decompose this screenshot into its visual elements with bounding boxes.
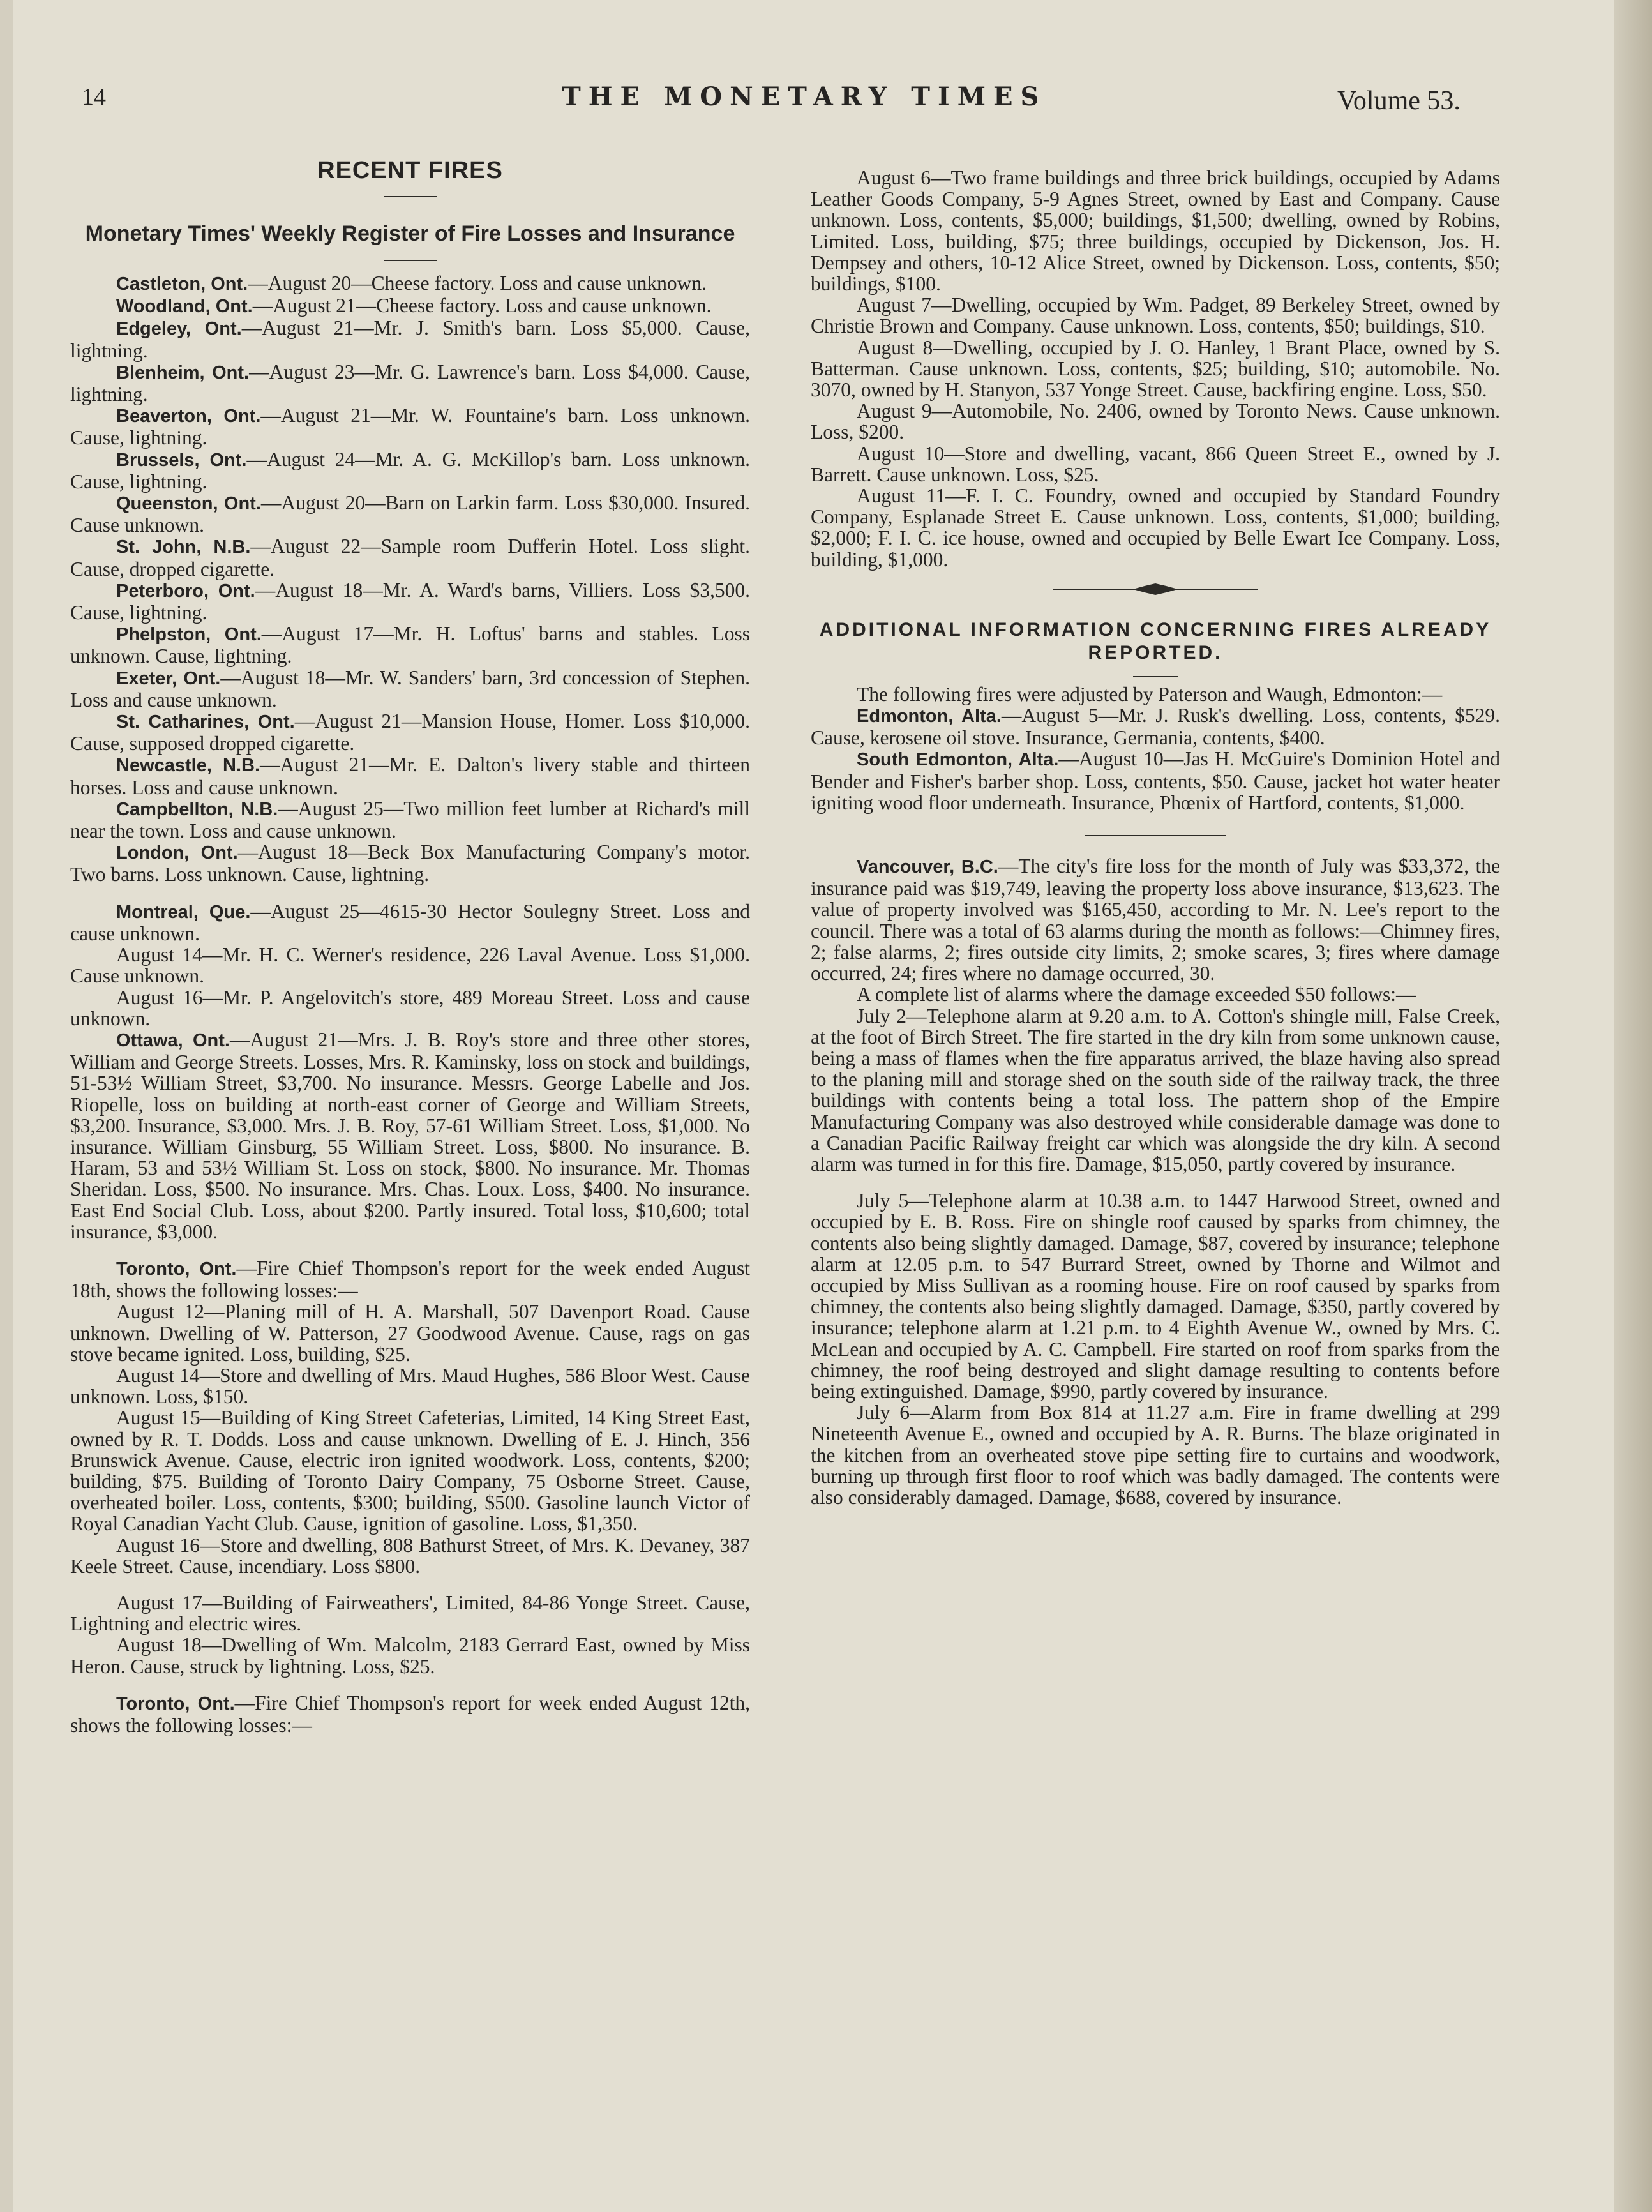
entry-location: Newcastle, N.B. (116, 755, 260, 776)
entry-location: St. Catharines, Ont. (116, 712, 295, 733)
entry-location: Edmonton, Alta. (857, 706, 1002, 727)
fire-entry (811, 1402, 1500, 1508)
entry-text: —August 21—Mr. E. Dalton's livery stable and thirteen horses. Loss and cause unknown. (70, 753, 750, 799)
fire-entry (70, 1258, 750, 1301)
entry-text: —The city's fire loss for the month of July was $33,372, the insurance paid was $19,749, leaving the property loss above insurance, $13,623. The value of property involved was $165,450, according to Mr. N. Lee's report to the council. There was a total of 63 alarms during the month as follows:—Chimney fires, 2; false alarms, 2; fires outside city limits, 2; smoke scares, 3; fires where damage occurred, 24; fires where no damage occurred, 30. (811, 855, 1501, 985)
additional-info-heading: ADDITIONAL INFORMATION CONCERNING FIRES ALREADY REPORTED. (819, 619, 1492, 663)
ornament-icon (1133, 583, 1178, 595)
right-column (811, 167, 1500, 1508)
fire-entry (70, 449, 750, 492)
fire-entry: August 9—Automobile, No. 2406, owned by Toronto News. Cause unknown. Loss, $200. (811, 400, 1500, 444)
entry-text: —August 23—Mr. G. Lawrence's barn. Loss $4,000. Cause, lightning. (70, 360, 750, 406)
entry-location: Montreal, Que. (116, 901, 251, 922)
fire-entry (70, 711, 750, 754)
entry-location: St. John, N.B. (116, 537, 251, 558)
fire-entry: August 6—Two frame buildings and three brick buildings, occupied by Adams Leather Goods Company, 5-9 Agnes Street, owned by East and Company. Cause unknown. Loss, contents, $5,000; buildings, $1,500; dwelling, owned by Robins, Limited. Loss, building, $75; three buildings, occupied by Dickenson, Jos. H. Dempsey and others, 10-12 Alice Street, owned by Dickenson. Loss, contents, $50; buildings, $100. (811, 167, 1500, 296)
fire-entry (70, 317, 750, 361)
entry-location: Castleton, Ont. (116, 274, 248, 294)
entry-text: —Fire Chief Thompson's report for week ended August 12th, shows the following losses:— (70, 1691, 750, 1736)
entry-text: —August 25—Two million feet lumber at Richard's mill near the town. Loss and cause unknown. (70, 797, 750, 843)
entry-location: Beaverton, Ont. (116, 406, 261, 427)
left-column (70, 146, 750, 1736)
entry-text: —August 22—Sample room Dufferin Hotel. Loss slight. Cause, dropped cigarette. (70, 535, 750, 580)
fire-entry (70, 754, 750, 797)
entry-location: Blenheim, Ont. (116, 362, 250, 383)
fire-entry (811, 984, 1500, 1005)
entry-text: —August 18—Mr. A. Ward's barns, Villiers. Loss $3,500. Cause, lightning. (70, 578, 750, 624)
entry-text: August 16—Mr. P. Angelovitch's store, 489 Moreau Street. Loss and cause unknown. (70, 986, 750, 1030)
fire-entry (70, 273, 750, 295)
entry-text: —August 21—Cheese factory. Loss and cause unknown. (252, 294, 712, 317)
entry-text: August 14—Mr. H. C. Werner's residence, 226 Laval Avenue. Loss $1,000. Cause unknown. (70, 944, 750, 988)
fire-entry (70, 1407, 750, 1534)
entry-text: August 12—Planing mill of H. A. Marshall, 507 Davenport Road. Cause unknown. Dwelling of W. Patterson, 27 Goodwood Avenue. Cause, rags on gas stove became ignited. Loss, building, $25. (70, 1300, 750, 1366)
entry-text: —August 18—Mr. W. Sanders' barn, 3rd concession of Stephen. Loss and cause unknown. (70, 666, 751, 711)
page-edge-left (0, 0, 13, 2212)
fire-entry: August 8—Dwelling, occupied by J. O. Hanley, 1 Brant Place, owned by S. Batterman. Cause unknown. Loss, contents, $25; building, $10; automobile. No. 3070, owned by H. Stanyon, 537 Yonge Street. Cause, backfiring engine. Loss, $50. (811, 336, 1500, 402)
entry-text: July 5—Telephone alarm at 10.38 a.m. to 1447 Harwood Street, owned and occupied by E. B. Ross. Fire on shingle roof caused by sparks from chimney, the contents also being slightly damaged. Damage, $87, covered by insurance; telephone alarm at 12.05 p.m. to 547 Burrard Street, owned by Thorne and Wilmot and occupied by Miss Sullivan as a rooming house. Fire on roof caused by sparks from chimney, the contents also being slightly damaged. Damage, $350, partly covered by insurance; telephone alarm at 1.21 p.m. to 4 Eighth Avenue W., owned by Mrs. C. McLean and occupied by A. C. Campbell. Fire started on roof from sparks from the chimney, the roof being destroyed and slight damage resulting to contents before being extinguished. Damage, $990, partly covered by insurance. (811, 1189, 1500, 1403)
entry-text: —August 21—Mr. W. Fountaine's barn. Loss unknown. Cause, lightning. (70, 404, 750, 449)
entry-location: Edgeley, Ont. (116, 319, 242, 340)
fire-entry (70, 405, 750, 448)
page-header (0, 77, 1652, 115)
entry-text: August 14—Store and dwelling of Mrs. Maud Hughes, 586 Bloor West. Cause unknown. Loss, $150. (70, 1364, 750, 1408)
fire-entry (70, 295, 750, 317)
entry-text: August 15—Building of King Street Cafeterias, Limited, 14 King Street East, owned by R. T. Dodds. Loss and cause unknown. Dwelling of E. J. Hinch, 356 Brunswick Avenue. Cause, electric iron ignited woodwork. Loss, contents, $200; building, $75. Building of Toronto Dairy Company, 75 Osborne Street. Cause, overheated boiler. Loss, contents, $300; building, $500. Gasoline launch Victor of Royal Canadian Yacht Club. Cause, ignition of gasoline. Loss, $1,350. (70, 1406, 750, 1535)
entry-location: Campbellton, N.B. (116, 799, 278, 820)
heading-rule (1133, 676, 1178, 677)
adjusted-entries (811, 705, 1500, 813)
fire-entry (70, 623, 750, 666)
entry-location: London, Ont. (116, 843, 238, 864)
fire-entry (811, 748, 1500, 813)
fire-entry (70, 1634, 750, 1676)
fire-entry (70, 667, 750, 711)
fire-entries-list (70, 273, 750, 1736)
entry-text: —August 17—Mr. H. Loftus' barns and stables. Loss unknown. Cause, lightning. (70, 622, 750, 668)
entry-text: —August 20—Cheese factory. Loss and cause unknown. (248, 272, 707, 294)
fire-entry (70, 536, 750, 579)
entry-text: August 18—Dwelling of Wm. Malcolm, 2183 Gerrard East, owned by Miss Heron. Cause, struck by lightning. Loss, $25. (70, 1634, 750, 1678)
adjusted-intro: The following fires were adjusted by Paterson and Waugh, Edmonton:— (857, 682, 1443, 705)
entry-text: —August 25—4615-30 Hector Soulegny Street. Loss and cause unknown. (70, 899, 750, 945)
fire-entry (70, 1692, 750, 1736)
fire-entry (70, 1592, 750, 1634)
fire-entry (811, 855, 1500, 984)
fire-entry: August 11—F. I. C. Foundry, owned and occupied by Standard Foundry Company, Esplanade Street E. Cause unknown. Loss, contents, $1,000; building, $2,000; F. I. C. ice house, owned and occupied by Belle Ewart Ice Company. Loss, building, $1,000. (811, 485, 1500, 571)
entry-text: —August 24—Mr. A. G. McKillop's barn. Loss unknown. Cause, lightning. (70, 448, 750, 493)
continued-entries (811, 167, 1500, 570)
entry-location: Queenston, Ont. (116, 493, 261, 515)
entry-text: August 17—Building of Fairweathers', Limited, 84-86 Yonge Street. Cause, Lightning and electric wires. (70, 1591, 750, 1636)
fire-entry (811, 705, 1500, 748)
entry-location: Toronto, Ont. (116, 1258, 237, 1279)
vancouver-entries (811, 855, 1500, 1508)
volume-label: Volume 53. (1337, 86, 1461, 116)
fire-entry (70, 987, 750, 1029)
entry-location: Peterboro, Ont. (116, 580, 255, 601)
entry-location: South Edmonton, Alta. (857, 749, 1059, 771)
fire-entry (811, 1005, 1500, 1175)
fire-entry (70, 1365, 750, 1407)
entry-text: —August 21—Mrs. J. B. Roy's store and three other stores, William and George Streets. Losses, Mrs. R. Kaminsky, loss on stock and buildings, 51-53½ William Street, $3,700. No insurance. Messrs. George Labelle and Jos. Riopelle, loss on building at north-east corner of George and William Streets, $3,200. Insurance, $3,000. Mrs. J. B. Roy, 57-61 William Street. Loss, $1,000. No insurance. William Ginsburg, 55 William Street. Loss, $800. No insurance. B. Haram, 53 and 53½ William St. Loss on stock, $800. No insurance. Mr. Thomas Sheridan. Loss, $500. No insurance. Mrs. Chas. Loux. Loss, $400. No insurance. East End Social Club. Loss, about $200. Partly insured. Total loss, $10,600; total insurance, $3,000. (70, 1028, 750, 1243)
fire-entry (70, 361, 750, 405)
entry-text: —August 21—Mr. J. Smith's barn. Loss $5,000. Cause, lightning. (70, 317, 750, 362)
fire-entry: August 7—Dwelling, occupied by Wm. Padget, 89 Berkeley Street, owned by Christie Brown and Company. Cause unknown. Loss, contents, $50; buildings, $10. (811, 294, 1500, 338)
entry-location: Exeter, Ont. (116, 668, 221, 689)
entry-text: —August 5—Mr. J. Rusk's dwelling. Loss, contents, $529. Cause, kerosene oil stove. Insurance, Germania, contents, $400. (811, 704, 1500, 749)
vancouver-rule (1085, 835, 1226, 836)
fire-entry (70, 492, 750, 536)
entry-location: Ottawa, Ont. (116, 1030, 230, 1051)
fire-entry: August 10—Store and dwelling, vacant, 866 Queen Street E., owned by J. Barrett. Cause unknown. Loss, $25. (811, 442, 1500, 486)
fire-entry (70, 901, 750, 944)
section-subtitle: Monetary Times' Weekly Register of Fire Losses and Insurance (85, 222, 735, 246)
entry-text: July 2—Telephone alarm at 9.20 a.m. to A. Cotton's shingle mill, False Creek, at the foot of Birch Street. The fire started in the dry kiln from some unknown cause, being a mass of flames when the fire apparatus arrived, the blaze having also spread to the planing mill and storage shed on the south side of the railway track, the three buildings with contents being a total loss. The pattern shop of the Empire Manufacturing Company was also destroyed while considerable damage was done to a Canadian Pacific Railway freight car which was alongside the dry kiln. A second alarm was turned in for this fire. Damage, $15,050, partly covered by insurance. (811, 1004, 1500, 1175)
fire-entry (70, 1535, 750, 1577)
page-number: 14 (82, 84, 106, 110)
fire-entry (70, 944, 750, 986)
entry-text: A complete list of alarms where the damage exceeded $50 follows:— (857, 983, 1416, 1006)
entry-text: July 6—Alarm from Box 814 at 11.27 a.m. Fire in frame dwelling at 299 Nineteenth Avenue E., owned and occupied by A. R. Burns. The blaze originated in the kitchen from an overheated stove pipe setting fire to curtains and woodwork, burning up through first floor to roof which was badly damaged. The contents were also considerably damaged. Damage, $688, covered by insurance. (811, 1401, 1500, 1509)
entry-text: —August 20—Barn on Larkin farm. Loss $30,000. Insured. Cause unknown. (70, 492, 750, 537)
fire-entry (70, 841, 750, 885)
entry-location: Brussels, Ont. (116, 449, 247, 470)
title-rule (384, 196, 437, 197)
fire-entry (811, 1190, 1500, 1402)
entry-text: August 16—Store and dwelling, 808 Bathurst Street, of Mrs. K. Devaney, 387 Keele Street. Cause, incendiary. Loss $800. (70, 1533, 750, 1577)
page-edge-right (1614, 0, 1652, 2212)
fire-entry (70, 580, 750, 623)
entry-text: —Fire Chief Thompson's report for the week ended August 18th, shows the following losses:— (70, 1256, 750, 1302)
entry-location: Vancouver, B.C. (857, 857, 998, 878)
fire-entry (70, 1029, 750, 1242)
section-title: RECENT FIRES (317, 157, 503, 184)
subtitle-rule (384, 260, 437, 261)
entry-location: Phelpston, Ont. (116, 624, 262, 645)
entry-location: Woodland, Ont. (116, 296, 253, 317)
ornament-divider (1053, 582, 1258, 597)
fire-entry (70, 1301, 750, 1365)
masthead: THE MONETARY TIMES (562, 82, 1047, 112)
entry-text: —August 21—Mansion House, Homer. Loss $10,000. Cause, supposed dropped cigarette. (70, 710, 750, 755)
entry-location: Toronto, Ont. (116, 1693, 235, 1714)
entry-text: —August 10—Jas H. McGuire's Dominion Hotel and Bender and Fisher's barber shop. Loss, contents, $50. Cause, jacket hot water heater igniting wood floor underneath. Insurance, Phœnix of Hartford, contents, $1,000. (811, 748, 1500, 814)
entry-text: —August 18—Beck Box Manufacturing Company's motor. Two barns. Loss unknown. Cause, lightning. (70, 841, 750, 886)
fire-entry (70, 798, 750, 841)
